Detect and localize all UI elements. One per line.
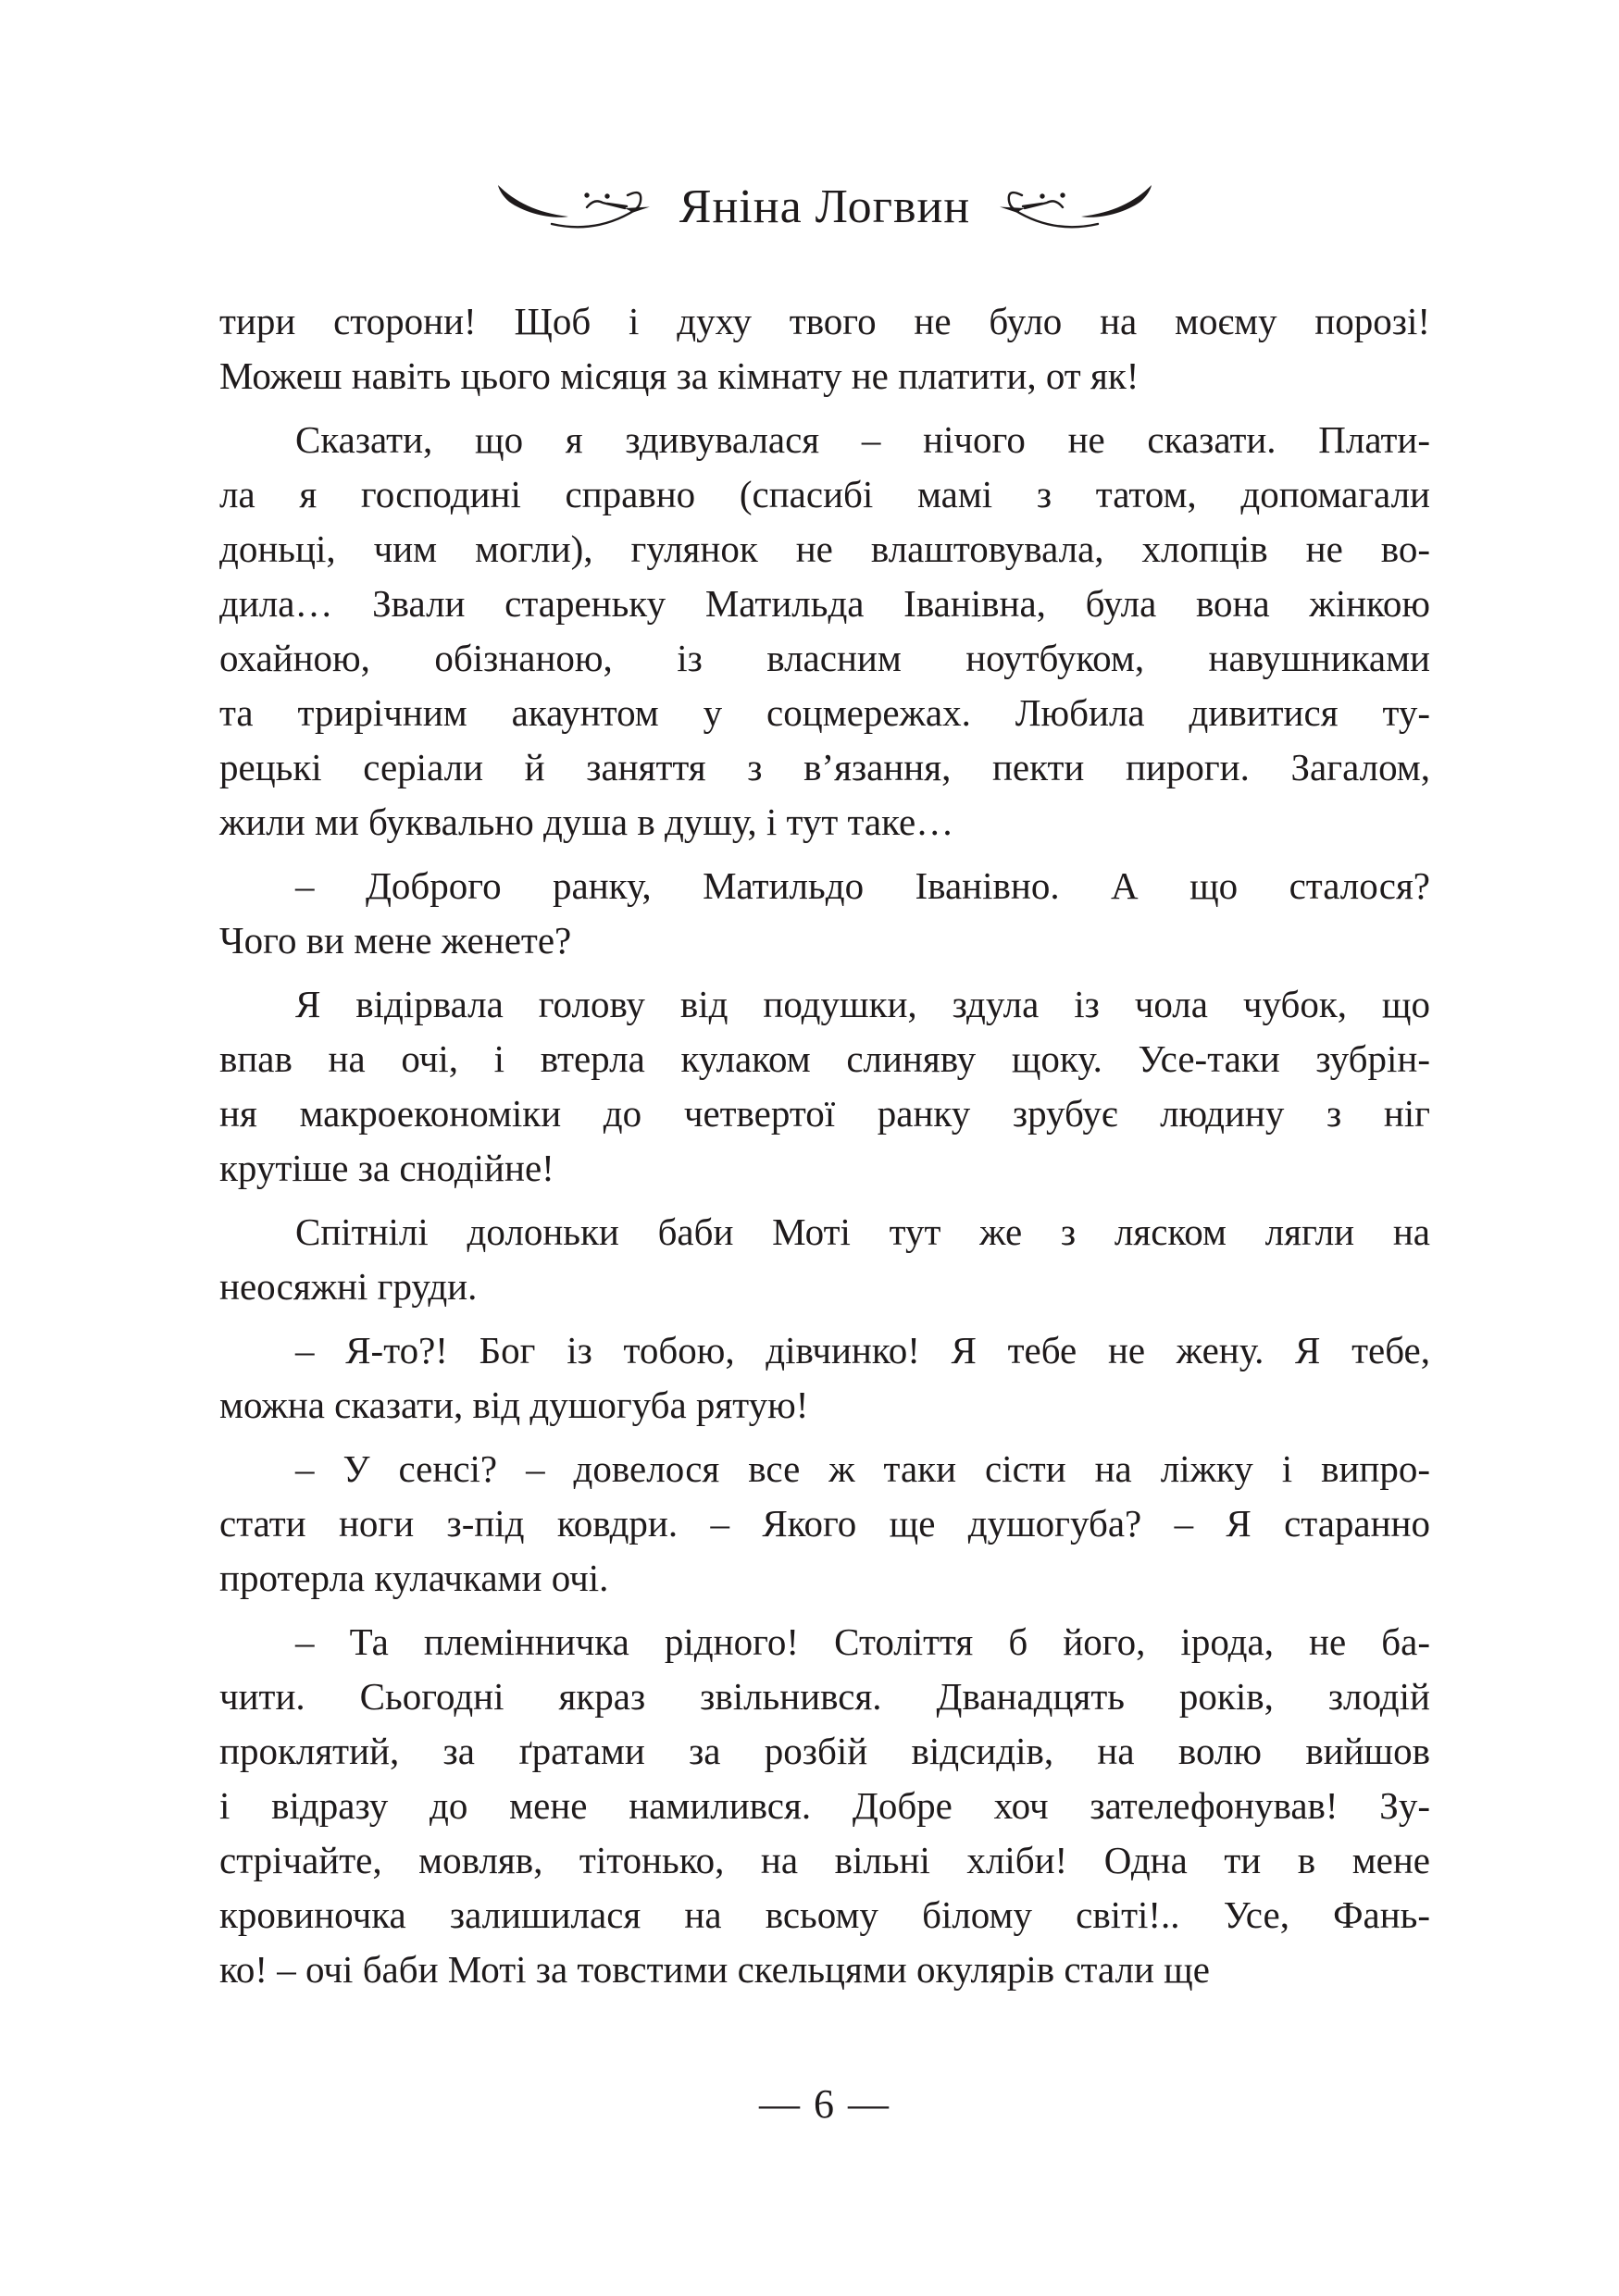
text-line: неосяжні груди. — [219, 1265, 478, 1308]
text-line: жили ми буквально душа в душу, і тут таке… — [219, 800, 954, 843]
paragraph — [219, 1205, 1430, 1314]
text-line: – Та племінничка рідного! Століття б його, ірода, не ба- — [295, 1620, 1430, 1663]
text-line: і відразу до мене намилився. Добре хоч зателефонував! Зу- — [219, 1784, 1430, 1827]
swash-flourish-icon — [985, 167, 1161, 254]
text-line: Чого ви мене женете? — [219, 919, 572, 962]
text-line: Можеш навіть цього місяця за кімнату не платити, от як! — [219, 354, 1140, 397]
paragraph — [219, 859, 1430, 968]
text-line: доньці, чим могли), гулянок не влаштовувала, хлопців не во- — [219, 527, 1430, 570]
text-line: тири сторони! Щоб і духу твого не було на моєму порозі! — [219, 300, 1430, 342]
text-line: впав на очі, і втерла кулаком слиняву щоку. Усе-таки зубрін- — [219, 1037, 1430, 1080]
text-line: крутіше за снодійне! — [219, 1147, 554, 1189]
text-line: Я відірвала голову від подушки, здула із чола чубок, що — [295, 983, 1430, 1025]
swash-flourish-icon — [489, 167, 665, 254]
text-line: Сказати, що я здивувалася – нічого не сказати. Плати- — [295, 418, 1430, 461]
text-line: можна сказати, від душогуба рятую! — [219, 1384, 809, 1426]
text-line: охайною, обізнаною, із власним ноутбуком, навушниками — [219, 637, 1430, 679]
text-line: ко! – очі баби Моті за товстими скельцями окулярів стали ще — [219, 1948, 1210, 1991]
author-title: Яніна Логвин — [679, 180, 971, 233]
text-line: протерла кулачками очі. — [219, 1557, 609, 1599]
paragraph — [219, 1615, 1430, 1997]
body-text — [219, 294, 1430, 1997]
text-line: та трирічним акаунтом у соцмережах. Любила дивитися ту- — [219, 691, 1430, 734]
paragraph — [219, 1323, 1430, 1433]
text-line: ня макроекономіки до четвертої ранку зрубує людину з ніг — [219, 1092, 1430, 1135]
text-line: ла я господині справно (спасибі мамі з татом, допомагали — [219, 473, 1430, 515]
text-line: дила… Звали стареньку Матильда Іванівна, була вона жінкою — [219, 582, 1430, 625]
page-footer — [219, 2077, 1430, 2132]
paragraph — [219, 294, 1430, 403]
text-line: чити. Сьогодні якраз звільнився. Дванадцять років, злодій — [219, 1675, 1430, 1718]
text-line: – Доброго ранку, Матильдо Іванівно. А що сталося? — [295, 864, 1430, 907]
text-line: – Я-то?! Бог із тобою, дівчинко! Я тебе не жену. Я тебе, — [295, 1329, 1430, 1371]
text-line: рецькі серіали й заняття з в’язання, пекти пироги. Загалом, — [219, 746, 1430, 788]
page-number: — 6 — — [759, 2081, 890, 2127]
text-line: стрічайте, мовляв, тітонько, на вільні хліби! Одна ти в мене — [219, 1839, 1430, 1881]
text-line: кровиночка залишилася на всьому білому світі!.. Усе, Фань- — [219, 1893, 1430, 1936]
paragraph — [219, 977, 1430, 1196]
page-header — [219, 159, 1430, 261]
text-line: Спітнілі долоньки баби Моті тут же з ляском лягли на — [295, 1210, 1430, 1253]
text-line: проклятий, за ґратами за розбій відсидів, на волю вийшов — [219, 1730, 1430, 1772]
paragraph — [219, 1442, 1430, 1606]
paragraph — [219, 413, 1430, 850]
text-line: стати ноги з-під ковдри. – Якого ще душогуба? – Я старанно — [219, 1502, 1430, 1545]
text-line: – У сенсі? – довелося все ж таки сісти на ліжку і випро- — [295, 1447, 1430, 1490]
